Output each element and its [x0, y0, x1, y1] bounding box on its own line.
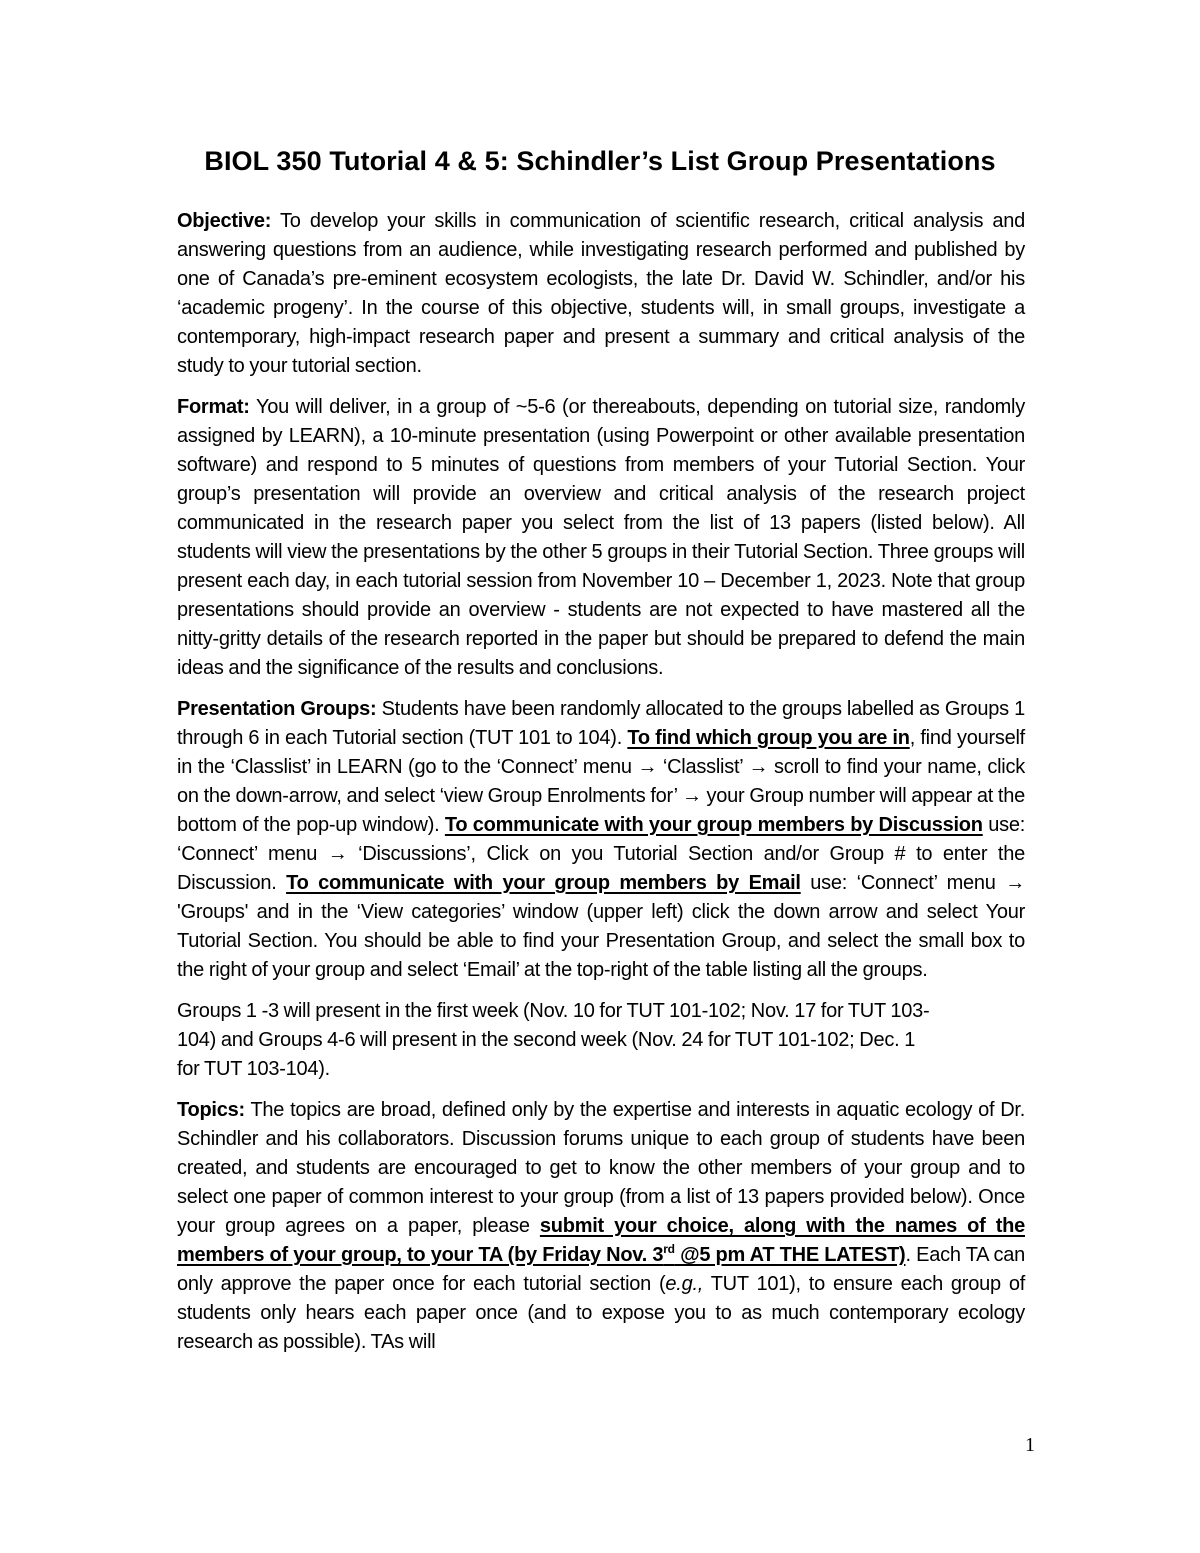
schedule-line-2: 104) and Groups 4-6 will present in the second week (Nov. 24 for TUT 101-102; Dec. 1	[177, 1029, 916, 1051]
objective-paragraph	[177, 207, 1025, 381]
format-label: Format:	[177, 396, 250, 418]
groups-text-1: Students have been randomly allocated to the groups labelled as Groups 1 through 6 in each Tutorial section (TUT 101 to 104).	[177, 698, 1025, 749]
document-title: BIOL 350 Tutorial 4 & 5: Schindler’s List Group Presentations	[204, 146, 996, 176]
schedule-paragraph	[177, 997, 1025, 1084]
groups-label: Presentation Groups:	[177, 698, 377, 720]
submission-deadline-text: submit your choice, along with the names of the members of your group, to your TA (by Friday Nov. 3	[177, 1215, 1025, 1266]
format-text: You will deliver, in a group of ~5-6 (or thereabouts, depending on tutorial size, randomly assigned by LEARN), a 10-minute presentation (using Powerpoint or other available presentation software) and respond to 5 minutes of questions from members of your Tutorial Section. Your group’s presentation will provide an overview and critical analysis of the research project communicated in the research paper you select from the list of 13 papers (listed below). All students will view the presentations by the other 5 groups in their Tutorial Section. Three groups will present each day, in each tutorial session from November 10 – December 1, 2023. Note that group presentations should provide an overview - students are not expected to have mastered all the nitty-gritty details of the research reported in the paper but should be prepared to defend the main ideas and the significance of the results and conclusions.	[177, 396, 1025, 679]
groups-text-2: , find yourself in the ‘Classlist’ in LEARN (go to the ‘Connect’ menu → ‘Classlist’ → scroll to find your name, click on the down-arrow, and select ‘view Group Enrolments for’ → your Group number will appear at the bottom of the pop-up window).	[177, 727, 1025, 836]
email-instruction: To communicate with your group members by Email	[286, 872, 801, 894]
format-paragraph	[177, 393, 1025, 683]
schedule-line-1: Groups 1 -3 will present in the first week (Nov. 10 for TUT 101-102; Nov. 17 for TUT 103-	[177, 1000, 930, 1022]
find-group-instruction: To find which group you are in	[627, 727, 910, 749]
topics-label: Topics:	[177, 1099, 245, 1121]
groups-text-4: use: ‘Connect’ menu → 'Groups' and in the ‘View categories’ window (upper left) click the down arrow and select Your Tutorial Section. You should be able to find your Presentation Group, and select the small box to the right of your group and select ‘Email’ at the top-right of the table listing all the groups.	[177, 872, 1025, 981]
topics-text-1: The topics are broad, defined only by the expertise and interests in aquatic ecology of Dr. Schindler and his collaborators. Discussion forums unique to each group of students have been created, and students are encouraged to get to know the other members of your group and to select one paper of common interest to your group (from a list of 13 papers provided below). Once your group agrees on a paper, please	[177, 1099, 1025, 1237]
objective-text: To develop your skills in communication of scientific research, critical analysis and answering questions from an audience, while investigating research performed and published by one of Canada’s pre-eminent ecosystem ecologists, the late Dr. David W. Schindler, and/or his ‘academic progeny’. In the course of this objective, students will, in small groups, investigate a contemporary, high-impact research paper and present a summary and critical analysis of the study to your tutorial section.	[177, 210, 1025, 377]
topics-text-3: TUT 101), to ensure each group of students only hears each paper once (and to expose you to as much contemporary ecology research as possible). TAs will	[177, 1273, 1026, 1353]
topics-paragraph	[177, 1096, 1025, 1357]
topics-text-2: . Each TA can only approve the paper once for each tutorial section (	[177, 1244, 1026, 1295]
submission-deadline-time: @5 pm AT THE LATEST)	[674, 1244, 906, 1266]
topics-example-abbrev: e.g.,	[665, 1273, 704, 1295]
schedule-line-3: for TUT 103-104).	[177, 1058, 330, 1080]
discussion-instruction: To communicate with your group members by Discussion	[444, 814, 983, 836]
document-body	[177, 207, 1025, 1369]
groups-text-3: use: ‘Connect’ menu → ‘Discussions’, Click on you Tutorial Section and/or Group # to enter the Discussion.	[177, 814, 1026, 894]
objective-label: Objective:	[177, 210, 272, 232]
deadline-ordinal-suffix: rd	[663, 1242, 675, 1256]
page-number: 1	[1025, 1434, 1035, 1456]
groups-paragraph	[177, 695, 1025, 985]
